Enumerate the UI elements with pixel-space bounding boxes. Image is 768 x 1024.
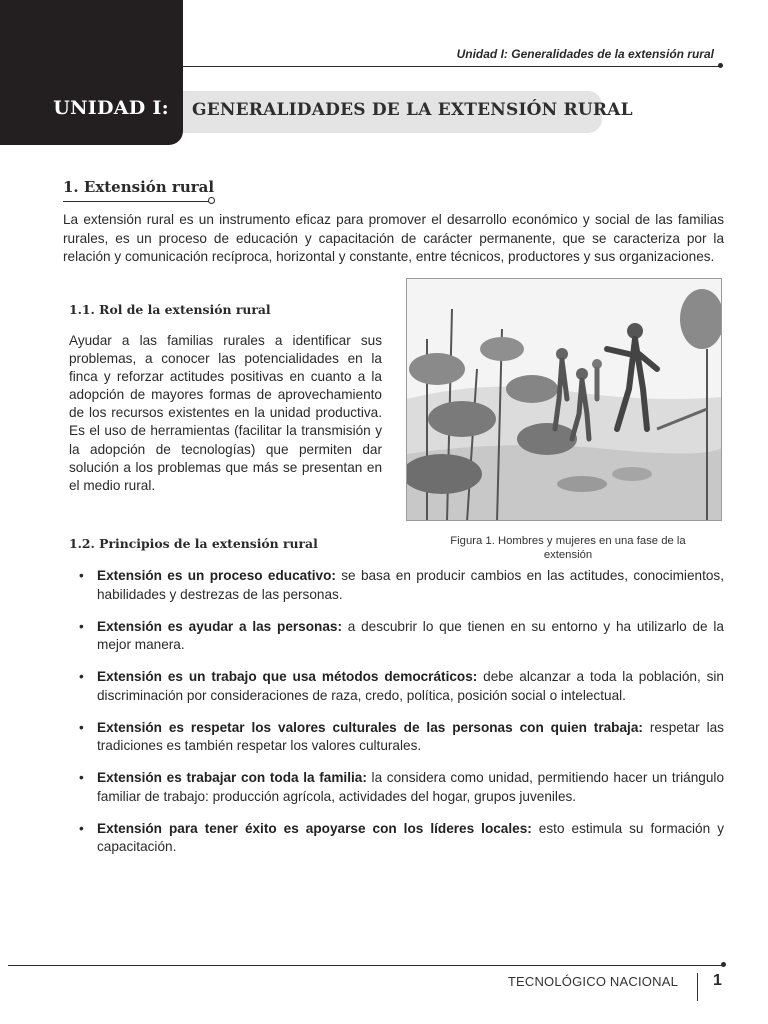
subsection-title-rol: 1.1. Rol de la extensión rural bbox=[69, 302, 271, 317]
list-item bbox=[79, 769, 724, 806]
subsection-text-rol: Ayudar a las familias rurales a identificar sus problemas, a conocer las potencialidades en la finca y reforzar actitudes positivas en cuanto a la adopción de mayores formas de aprovechamiento de los recursos existentes en la unidad productiva. Es el uso de herramientas (facilitar la transmisión y la adopción de tecnologías) que permiten dar solución a los problemas que más se presentan en el medio rural. bbox=[69, 333, 382, 493]
section-title: 1. Extensión rural bbox=[63, 178, 215, 196]
principles-list bbox=[79, 567, 724, 870]
rural-scene-illustration bbox=[407, 279, 722, 521]
section-title-dot bbox=[208, 197, 215, 204]
list-item bbox=[79, 567, 724, 604]
list-item-term: Extensión es respetar los valores culturales de las personas con quien trabaja: bbox=[97, 719, 643, 735]
header-rule bbox=[183, 66, 720, 67]
list-item bbox=[79, 820, 724, 857]
list-item-term: Extensión es un proceso educativo: bbox=[97, 568, 336, 583]
section-title-rule bbox=[63, 201, 210, 202]
list-item-text: esto estimula su formación y capacitación. bbox=[97, 820, 724, 854]
list-item-text: la considera como unidad, permitiendo hacer un triángulo familiar de trabajo: producción agrícola, actividades del hogar, grupos juveniles. bbox=[97, 770, 725, 804]
unit-label: UNIDAD I: bbox=[53, 97, 169, 119]
list-item-term: Extensión es trabajar con toda la familia: bbox=[97, 770, 367, 785]
footer-separator bbox=[697, 973, 698, 1001]
list-item-text: respetar las tradiciones es también respetar los valores culturales. bbox=[97, 719, 724, 753]
corner-block bbox=[0, 0, 183, 145]
figure-caption: Figura 1. Hombres y mujeres en una fase de la extensión bbox=[450, 535, 686, 561]
running-header: Unidad I: Generalidades de la extensión rural bbox=[456, 47, 714, 61]
list-item-term: Extensión es un trabajo que usa métodos democráticos: bbox=[97, 669, 478, 684]
list-item-text: a descubrir lo que tienen en su entorno y ha utilizarlo de la mejor manera. bbox=[97, 618, 724, 652]
unit-title: GENERALIDADES DE LA EXTENSIÓN RURAL bbox=[192, 100, 633, 120]
footer-institution: TECNOLÓGICO NACIONAL bbox=[507, 974, 678, 989]
footer-rule bbox=[8, 965, 723, 966]
list-item-text: debe alcanzar a toda la población, sin discriminación por consideraciones de raza, credo, política, posición social o intelectual. bbox=[97, 669, 724, 703]
list-item-text: se basa en producir cambios en las actitudes, conocimientos, habilidades y destrezas de las personas. bbox=[97, 568, 724, 602]
list-item-term: Extensión es ayudar a las personas: bbox=[97, 618, 342, 634]
list-item bbox=[79, 668, 724, 705]
intro-paragraph: La extensión rural es un instrumento eficaz para promover el desarrollo económico y social de las familias rurales, es un proceso de educación y capacitación de carácter permanente, que se caracteriza por la relación y comunicación recíproca, horizontal y constante, entre técnicos, productores y sus organizaciones. bbox=[63, 212, 724, 264]
list-item-term: Extensión para tener éxito es apoyarse con los líderes locales: bbox=[97, 820, 532, 836]
list-item bbox=[79, 719, 724, 756]
figure-illustration bbox=[406, 278, 722, 521]
list-item bbox=[79, 618, 724, 655]
footer-rule-dot bbox=[721, 962, 726, 967]
header-rule-dot bbox=[718, 63, 723, 68]
subsection-title-principios: 1.2. Principios de la extensión rural bbox=[69, 536, 318, 551]
page-number: 1 bbox=[713, 972, 722, 989]
